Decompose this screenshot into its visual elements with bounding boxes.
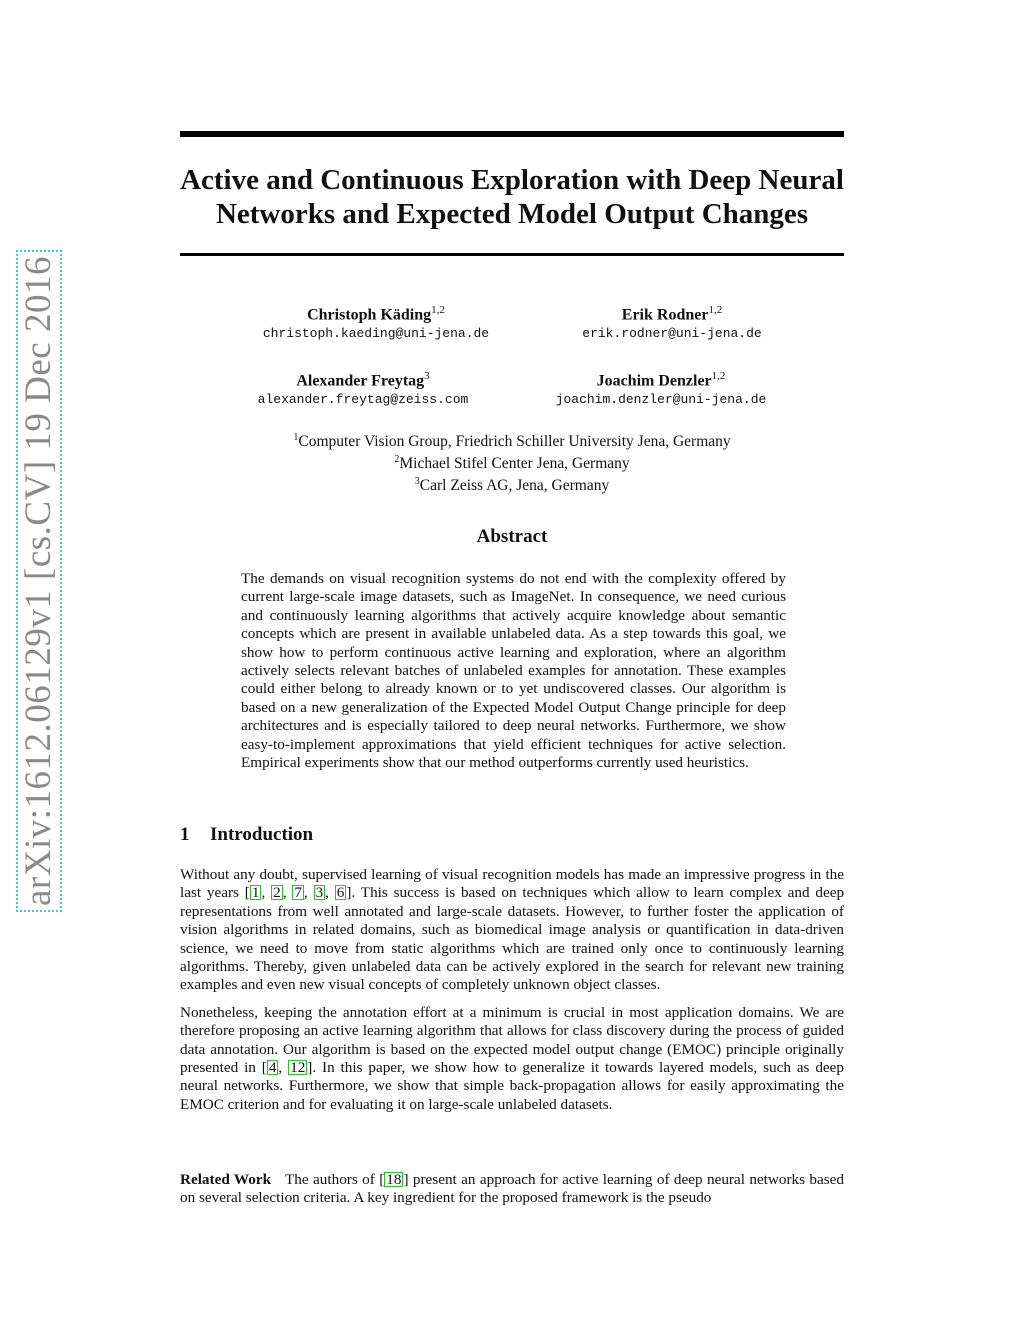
author-name: Erik Rodner	[621, 306, 709, 324]
paragraph-text: Nonetheless, keeping the annotation effort at a minimum is crucial in most application domains. We are therefore proposing an active learning algorithm that allows for class discovery during the process of guided data annotation. Our algorithm is based on the expected model output change (EMOC) principle originally presented in [	[180, 1003, 844, 1077]
citation-link[interactable]: 12	[290, 1059, 306, 1077]
paragraph-text: Without any doubt, supervised learning of visual recognition models has made an impressive progress in the last years [	[180, 866, 844, 902]
author-affil-sup: 1,2	[708, 304, 723, 316]
paragraph-text: ]. This success is based on techniques which allow to learn complex and deep representations from well annotated and large-scale datasets. However, to further foster the application of vision algorithms in related domains, such as biomedical image analysis or quantification in data-driven science, we need to move from static algorithms which are trained only once to continuously learning algorithms. Thereby, given unlabeled data can be actively explored in the search for relevant new training examples and even new visual concepts of completely unknown object classes.	[180, 884, 845, 994]
citation-link[interactable]: 18	[386, 1171, 402, 1188]
citation-link[interactable]: 6	[336, 884, 345, 902]
run-in-heading: Related Work	[180, 1171, 272, 1188]
abstract-heading: Abstract	[476, 526, 548, 547]
author-block	[193, 366, 533, 409]
affiliation-text: Computer Vision Group, Friedrich Schiller University Jena, Germany	[298, 433, 731, 451]
author-name: Alexander Freytag	[296, 372, 425, 390]
paper-title	[150, 163, 874, 231]
section-heading	[180, 824, 313, 846]
affiliation	[180, 473, 844, 495]
author-name: Joachim Denzler	[596, 372, 712, 390]
affiliation-text: Carl Zeiss AG, Jena, Germany	[419, 477, 610, 495]
author-email[interactable]: alexander.freytag@zeiss.com	[257, 392, 469, 408]
author-block	[206, 300, 546, 343]
author-email[interactable]: christoph.kaeding@uni-jena.de	[262, 326, 490, 342]
author-affil-sup: 3	[424, 370, 430, 382]
title-line-2: Networks and Expected Model Output Changes	[215, 198, 809, 230]
title-rule-top	[180, 131, 844, 137]
section-title: Introduction	[210, 824, 314, 845]
affiliations	[180, 429, 844, 495]
arxiv-stamp: arXiv:1612.06129v1 [cs.CV] 19 Dec 2016	[16, 250, 62, 912]
author-email[interactable]: joachim.denzler@uni-jena.de	[555, 392, 767, 408]
affiliation-text: Michael Stifel Center Jena, Germany	[399, 455, 630, 473]
abstract-text: The demands on visual recognition systems do not end with the complexity offered by current large-scale image datasets, such as ImageNet. In consequence, we need curious and continuously learning algorithms that actively acquire knowledge about semantic concepts which are present in available unlabeled data. As a step towards this goal, we show how to perform continuous active learning and exploration, where an algorithm actively selects relevant batches of unlabeled examples for annotation. These examples could either belong to already known or to yet undiscovered classes. Our algorithm is based on a new generalization of the Expected Model Output Change principle for deep architectures and is especially tailored to deep neural networks. Furthermore, we show easy-to-implement approximations that yield efficient techniques for active selection. Empirical experiments show that our method outperforms currently used heuristics.	[241, 570, 786, 772]
paragraph-text: The authors of [	[285, 1171, 385, 1188]
citation-link[interactable]: 1	[251, 884, 260, 902]
paragraph-text: ]. In this paper, we show how to generalize it towards layered models, such as deep neural networks. Furthermore, we show that simple back-propagation allows for easily approximating the EMOC criterion and for evaluating it on large-scale unlabeled datasets.	[180, 1059, 845, 1113]
affiliation-sup: 2	[394, 454, 400, 466]
author-affil-sup: 1,2	[711, 370, 726, 382]
intro-body	[180, 866, 844, 1123]
paragraph: Without any doubt, supervised learning of visual recognition models has made an impressive progress in the last years [ 1 , 2 , 7 , 3 , 6 ]. This success is based on techniques which allow to learn complex and deep representations from well annotated and large-scale datasets. However, to further foster the application of vision algorithms in related domains, such as biomedical image analysis or quantification in data-driven science, we need to move from static algorithms which are trained only once to continuously learning algorithms. Thereby, given unlabeled data can be actively explored in the search for relevant new training examples and even new visual concepts of completely unknown object classes.	[180, 866, 845, 994]
related-work-paragraph	[180, 1171, 844, 1208]
affiliation	[180, 429, 844, 451]
title-rule-bottom	[180, 253, 844, 256]
author-email[interactable]: erik.rodner@uni-jena.de	[582, 326, 762, 342]
citation-link[interactable]: 3	[315, 884, 324, 902]
citation-link[interactable]: 7	[294, 884, 302, 902]
author-affil-sup: 1,2	[431, 304, 445, 316]
section-number: 1	[180, 824, 190, 845]
paragraph: Nonetheless, keeping the annotation effort at a minimum is crucial in most application domains. We are therefore proposing an active learning algorithm that allows for class discovery during the process of guided data annotation. Our algorithm is based on the expected model output change (EMOC) principle originally presented in [ 4 , 12 ]. In this paper, we show how to generalize it towards layered models, such as deep neural networks. Furthermore, we show that simple back-propagation allows for easily approximating the EMOC criterion and for evaluating it on large-scale unlabeled datasets.	[180, 1003, 845, 1113]
citation-link[interactable]: 4	[268, 1059, 277, 1077]
affiliation-sup: 1	[293, 432, 299, 443]
author-block	[491, 366, 831, 409]
affiliation	[180, 451, 844, 473]
affiliation-sup: 3	[414, 476, 420, 488]
author-name: Christoph Käding	[307, 306, 432, 324]
citation-link[interactable]: 2	[273, 884, 281, 902]
paragraph-text: ] present an approach for active learning of deep neural networks based on several selection criteria. A key ingredient for the proposed framework is the pseudo	[180, 1171, 845, 1207]
title-line-1: Active and Continuous Exploration with Deep Neural	[180, 164, 844, 196]
author-block	[502, 300, 842, 343]
